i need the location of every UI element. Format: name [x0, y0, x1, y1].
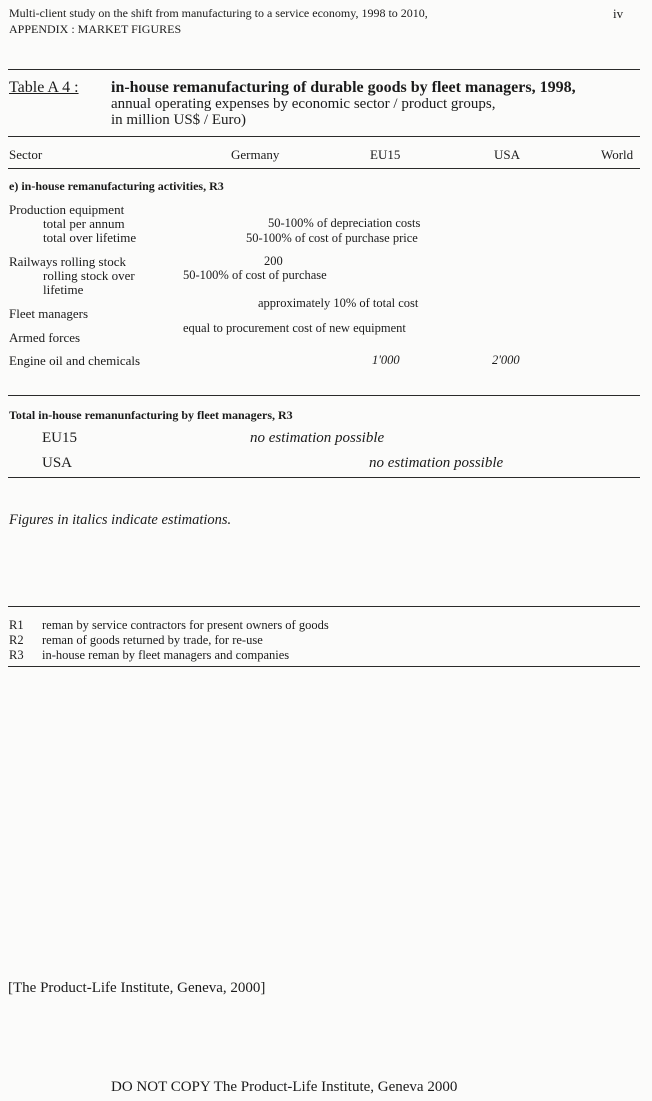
table-label: Table A 4 : — [9, 79, 79, 96]
legend-item-r3 — [9, 648, 289, 662]
row-total-per-annum: total per annum — [43, 216, 125, 231]
value-engine-oil-usa: 2'000 — [492, 353, 520, 367]
value-fleet-managers: approximately 10% of total cost — [258, 296, 419, 310]
rule-title-bottom — [8, 136, 640, 137]
row-rolling-stock-over: rolling stock over — [43, 268, 135, 283]
rule-header-bottom — [8, 168, 640, 169]
value-armed-forces: equal to procurement cost of new equipment — [183, 321, 406, 335]
col-header-world: World — [601, 147, 634, 162]
col-header-germany: Germany — [231, 147, 280, 162]
value-total-over-lifetime: 50-100% of cost of purchase price — [246, 231, 418, 245]
appendix-title: APPENDIX : MARKET FIGURES — [9, 22, 182, 36]
value-railways: 200 — [264, 254, 283, 268]
rule-total-bottom — [8, 477, 640, 478]
rule-legend-bottom — [8, 666, 640, 667]
rule-top — [8, 69, 640, 70]
legend-text: in-house reman by fleet managers and companies — [42, 648, 290, 662]
legend-item-r2 — [9, 633, 263, 647]
legend-code: R3 — [9, 648, 24, 662]
row-engine-oil: Engine oil and chemicals — [9, 353, 141, 368]
row-total-over-lifetime: total over lifetime — [43, 230, 137, 245]
copyright-footer: DO NOT COPY The Product-Life Institute, Geneva 2000 — [111, 1079, 458, 1095]
value-rolling-stock-over: 50-100% of cost of purchase — [183, 268, 327, 282]
legend-text: reman of goods returned by trade, for re-use — [42, 633, 263, 647]
legend-item-r1 — [9, 618, 329, 632]
legend-code: R1 — [9, 618, 24, 632]
study-title: Multi-client study on the shift from manufacturing to a service economy, 1998 to 2010, — [9, 6, 428, 20]
value-total-per-annum: 50-100% of depreciation costs — [268, 216, 421, 230]
row-armed-forces: Armed forces — [9, 330, 81, 345]
row-railways: Railways rolling stock — [9, 254, 126, 269]
total-eu15-value: no estimation possible — [250, 430, 385, 446]
section-heading: e) in-house remanufacturing activities, R3 — [9, 179, 224, 193]
row-fleet-managers: Fleet managers — [9, 306, 89, 321]
col-header-eu15: EU15 — [370, 147, 401, 162]
page-number: iv — [613, 6, 624, 21]
italics-note: Figures in italics indicate estimations. — [9, 512, 232, 528]
value-engine-oil-eu15: 1'000 — [372, 353, 400, 367]
row-lifetime: lifetime — [43, 282, 84, 297]
legend-code: R2 — [9, 633, 24, 647]
table-subtitle-1: annual operating expenses by economic sector / product groups, — [111, 96, 496, 112]
rule-rows-bottom — [8, 395, 640, 396]
source-citation: [The Product-Life Institute, Geneva, 2000] — [8, 980, 266, 996]
table-title: in-house remanufacturing of durable goods by fleet managers, 1998, — [111, 79, 576, 96]
row-production-equipment: Production equipment — [9, 202, 125, 217]
legend-text: reman by service contractors for present owners of goods — [42, 618, 329, 632]
total-eu15-label: EU15 — [42, 430, 77, 446]
table-subtitle-2: in million US$ / Euro) — [111, 112, 246, 128]
total-heading: Total in-house remanunfacturing by fleet managers, R3 — [9, 408, 293, 422]
rule-legend-top — [8, 606, 640, 607]
total-usa-value: no estimation possible — [369, 455, 504, 471]
total-usa-label: USA — [42, 455, 73, 471]
col-header-usa: USA — [494, 147, 521, 162]
col-header-sector: Sector — [9, 147, 43, 162]
